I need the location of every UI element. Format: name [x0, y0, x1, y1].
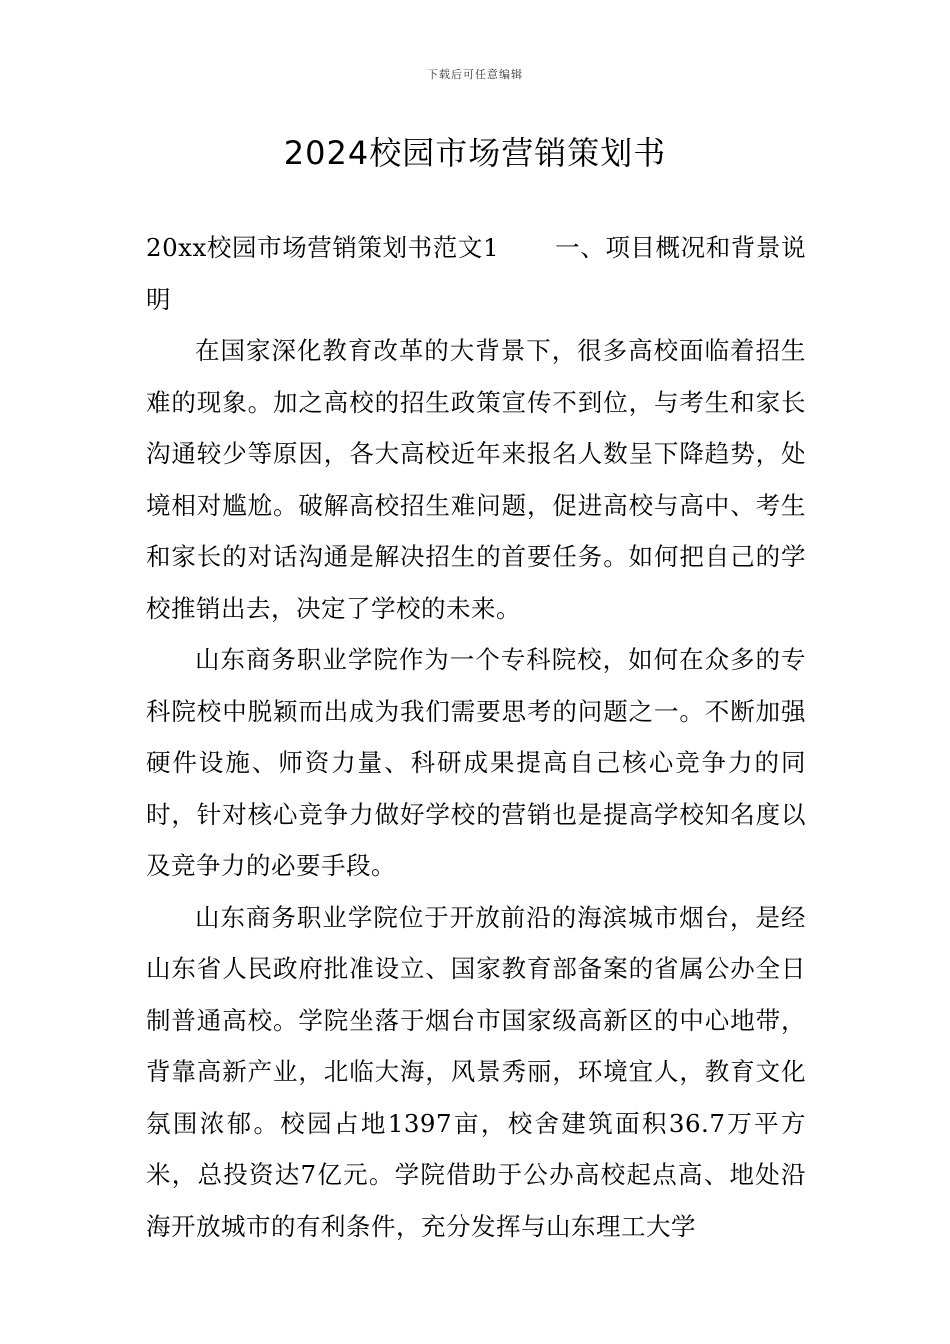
paragraph-3: 山东商务职业学院位于开放前沿的海滨城市烟台，是经山东省人民政府批准设立、国家教育部备案的省属公办全日制普通高校。学院坐落于烟台市国家级高新区的中心地带，背靠高新产业，北临大海，风景秀丽，环境宜人，教育文化氛围浓郁。校园占地1397亩，校舍建筑面积36.7万平方米，总投资达7亿元。学院借助于公办高校起点高、地处沿海开放城市的有利条件，充分发挥与山东理工大学: [146, 902, 806, 1241]
document-title: 2024校园市场营销策划书: [283, 134, 667, 172]
intro-subtitle: 20xx校园市场营销策划书范文1: [146, 233, 500, 262]
intro-line: [146, 222, 806, 325]
paragraph-2: 山东商务职业学院作为一个专科院校，如何在众多的专科院校中脱颖而出成为我们需要思考的问题之一。不断加强硬件设施、师资力量、科研成果提高自己核心竞争力的同时，针对核心竞争力做好学校的营销也是提高学校知名度以及竞争力的必要手段。: [146, 645, 806, 880]
document-body: [146, 222, 806, 1252]
header-note: 下载后可任意编辑: [427, 68, 523, 81]
section-heading: 一、项目概况和背景说明: [146, 233, 806, 314]
paragraph-1: 在国家深化教育改革的大背景下，很多高校面临着招生难的现象。加之高校的招生政策宣传不到位，与考生和家长沟通较少等原因，各大高校近年来报名人数呈下降趋势，处境相对尴尬。破解高校招生难问题，促进高校与高中、考生和家长的对话沟通是解决招生的首要任务。如何把自己的学校推销出去，决定了学校的未来。: [146, 336, 806, 623]
